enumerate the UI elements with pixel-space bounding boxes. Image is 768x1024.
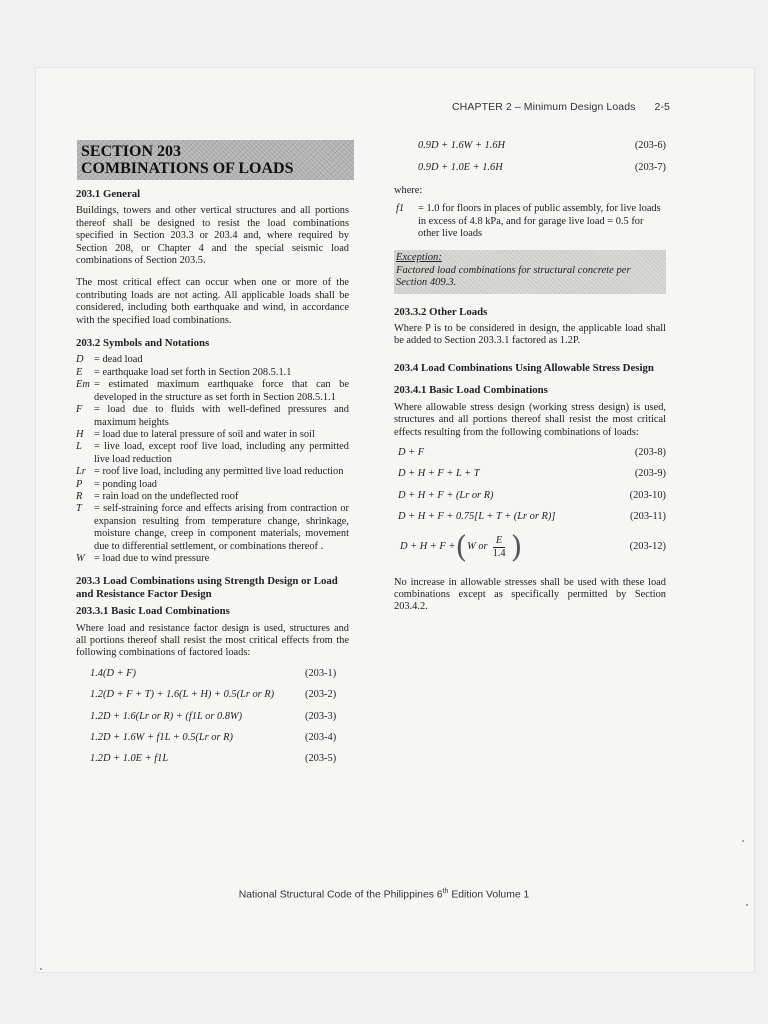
strength-paragraph: Where load and resistance factor design is used, structures and all portions thereof shall resist the most critical effects from the following combinations of factored loads:: [76, 622, 349, 659]
equation-number: (203-9): [634, 468, 666, 480]
f1-definition-row: [394, 203, 666, 240]
scan-speck: [742, 840, 744, 842]
symbol-definition: = self-straining force and effects arising from contraction or expansion resulting from temperature change, shrinkage, moisture change, creep in component materials, movement due to differential settlement, or combinations thereof .: [94, 503, 349, 552]
symbol: E: [76, 366, 83, 378]
symbol-row: [76, 503, 349, 553]
equation-number: (203-5): [305, 753, 337, 765]
section-banner: [77, 140, 354, 180]
symbols-list: [76, 354, 349, 565]
equation: 0.9D + 1.6W + 1.6H: [418, 140, 506, 151]
f1-symbol: f1: [396, 203, 405, 215]
symbol: R: [76, 490, 83, 502]
exception-text: Factored load combinations for structural concrete per Section 409.3.: [396, 264, 631, 289]
symbol-row: [76, 379, 349, 404]
symbol: T: [76, 503, 82, 515]
symbol-row: [76, 553, 349, 565]
scan-speck: [40, 968, 42, 970]
symbol-row: [76, 466, 349, 478]
symbol: P: [76, 478, 83, 490]
equation: D + H + F + L + T: [398, 468, 480, 480]
other-loads-paragraph: Where P is to be considered in design, the applicable load shall be added to Section 203.3.1 factored as 1.2P.: [394, 323, 666, 347]
symbol-row: [76, 429, 349, 441]
symbol: D: [76, 354, 84, 366]
equation-row: [76, 711, 349, 723]
equation: 1.2D + 1.6W + f1L + 0.5(Lr or R): [90, 732, 233, 744]
heading-strength-design: 203.3 Load Combinations using Strength Design or Load and Resistance Factor Design: [76, 575, 338, 600]
fraction: [490, 535, 509, 561]
equation-row: [394, 490, 666, 502]
equation-row: [394, 447, 666, 459]
page-footer: [0, 888, 768, 900]
symbol-row: [76, 367, 349, 379]
fraction-numerator: E: [493, 535, 505, 548]
equation-row: [76, 689, 349, 701]
equation-number: (203-4): [305, 732, 337, 744]
equation-row: [394, 162, 666, 174]
heading-strength-basic: 203.3.1 Basic Load Combinations: [76, 605, 230, 618]
where-label: where:: [394, 184, 423, 196]
symbol-definition: = roof live load, including any permitted live load reduction: [94, 466, 344, 478]
symbol-definition: = dead load: [94, 354, 143, 366]
symbol: Em: [76, 379, 90, 391]
symbol-definition: = rain load on the undeflected roof: [94, 490, 239, 502]
heading-other-loads: 203.3.2 Other Loads: [394, 305, 488, 318]
symbol-definition: = live load, except roof live load, including any permitted live load reduction: [94, 441, 349, 465]
fraction-equation: [400, 529, 523, 565]
right-column: [394, 140, 666, 624]
equation-number: (203-12): [629, 541, 666, 553]
equation-number: (203-11): [630, 511, 666, 523]
heading-symbols: 203.2 Symbols and Notations: [76, 337, 210, 350]
symbol-definition: = ponding load: [94, 478, 158, 490]
symbol: Lr: [76, 466, 86, 478]
equation-row-fraction: [394, 529, 666, 565]
equation-lhs: D + H + F +: [400, 541, 456, 553]
symbol-definition: = load due to wind pressure: [94, 552, 210, 564]
section-number: SECTION 203: [81, 143, 182, 160]
general-paragraph-1: Buildings, towers and other vertical structures and all portions thereof shall be designed to resist the load combinations specified in Section 203.3 or 203.4 and, where required by Section 208, or Chapter 4 and the special seismic load combinations of Section 203.5.: [76, 205, 349, 267]
heading-general: 203.1 General: [76, 188, 141, 200]
symbol: L: [76, 441, 82, 453]
running-header: [452, 101, 670, 113]
symbol-definition: = load due to lateral pressure of soil and water in soil: [94, 428, 315, 440]
equation-row: [76, 668, 349, 680]
equation-number: (203-3): [305, 710, 337, 722]
symbol-row: [76, 404, 349, 429]
allowable-equations: [394, 447, 666, 524]
general-paragraph-2: The most critical effect can occur when one or more of the contributing loads are not acting. All applicable loads shall be considered, including both earthquake and wind, in accordance with the specified load combinations.: [76, 277, 349, 326]
symbol-definition: = estimated maximum earthquake force that can be developed in the structure as set forth in Section 208.5.1.1: [94, 379, 349, 403]
left-paren: (: [455, 529, 468, 565]
equation-row: [394, 468, 666, 480]
symbol-row: [76, 491, 349, 503]
footer-text-end: Edition Volume 1: [448, 889, 530, 901]
equation: D + H + F + 0.75[L + T + (Lr or R)]: [398, 511, 556, 523]
equation-number: (203-8): [634, 446, 666, 458]
strength-equations: [76, 668, 349, 766]
heading-allowable-basic: 203.4.1 Basic Load Combinations: [394, 384, 548, 397]
equation-row: [76, 753, 349, 765]
equation-number: (203-10): [629, 489, 666, 501]
symbol-definition: = earthquake load set forth in Section 208.5.1.1: [94, 366, 292, 378]
symbol-definition: = load due to fluids with well-defined pressures and maximum heights: [94, 404, 349, 428]
equation-inner: W or: [467, 541, 488, 553]
equation-number: (203-2): [305, 689, 337, 701]
symbol: W: [76, 552, 85, 564]
allowable-paragraph: Where allowable stress design (working stress design) is used, structures and all portions thereof shall resist the most critical effects resulting from the following combinations of loads:: [394, 401, 666, 438]
equation-row: [76, 732, 349, 744]
equation-number: (203-7): [634, 162, 666, 174]
scan-speck: [746, 904, 748, 906]
equation: D + H + F + (Lr or R): [398, 489, 494, 501]
fraction-denominator: 1.4: [492, 548, 506, 560]
allowable-closing-paragraph: No increase in allowable stresses shall be used with these load combinations except as specifically permitted by Section 203.4.2.: [394, 576, 666, 613]
equation: 1.2D + 1.0E + f1L: [90, 753, 169, 765]
section-title: COMBINATIONS OF LOADS: [81, 160, 294, 177]
heading-allowable-stress: 203.4 Load Combinations Using Allowable Stress Design: [394, 361, 654, 374]
symbol: H: [76, 428, 84, 440]
equation-row: [394, 140, 666, 152]
strength-equations-continued: [394, 140, 666, 175]
equation-row: [394, 511, 666, 523]
symbol-row: [76, 479, 349, 491]
page-number: 2-5: [654, 101, 670, 113]
right-paren: ): [510, 529, 523, 565]
symbol-row: [76, 354, 349, 366]
f1-definition: = 1.0 for floors in places of public assembly, for live loads in excess of 4.8 kPa, and for garage live load = 0.5 for other live loads: [418, 203, 661, 240]
exception-box: [394, 250, 666, 293]
exception-title: Exception:: [396, 252, 442, 264]
footer-superscript: th: [442, 888, 449, 895]
equation: 1.2D + 1.6(Lr or R) + (f1L or 0.8W): [90, 710, 243, 722]
equation-number: (203-6): [634, 140, 666, 151]
equation: 1.4(D + F): [90, 667, 136, 679]
symbol: F: [76, 404, 83, 416]
symbol-row: [76, 441, 349, 466]
left-column: [76, 188, 349, 775]
footer-text: National Structural Code of the Philippines 6: [238, 889, 443, 901]
equation-number: (203-1): [305, 667, 337, 679]
chapter-title: CHAPTER 2 – Minimum Design Loads: [452, 101, 636, 113]
equation: 0.9D + 1.0E + 1.6H: [418, 162, 503, 174]
equation: 1.2(D + F + T) + 1.6(L + H) + 0.5(Lr or R): [90, 689, 275, 701]
equation: D + F: [398, 446, 425, 458]
